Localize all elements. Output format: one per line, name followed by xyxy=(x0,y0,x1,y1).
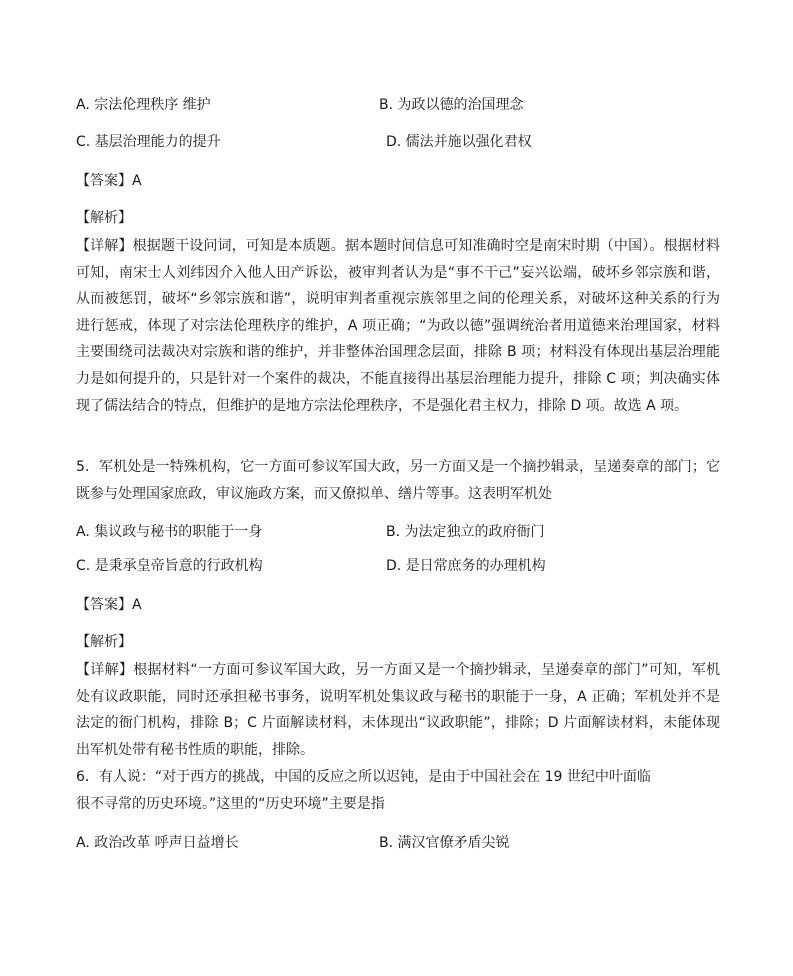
q5-answer: 【答案】A xyxy=(76,597,142,613)
q5-analysis-heading: 【解析】 xyxy=(76,634,132,650)
q5-stem: 5．军机处是一特殊机构，它一方面可参议军国大政，另一方面又是一个摘抄辑录，呈递奏章的部门；它既参与处理国家庶政，审议施政方案，而又僚拟单、缮片等事。这表明军机处 xyxy=(76,459,720,502)
q5-option-c: C. 是秉承皇帝旨意的行政机构 xyxy=(76,558,263,574)
q6-stem-line2: 很不寻常的历史环境。”这里的“历史环境”主要是指 xyxy=(76,796,385,812)
q4-option-d: D. 儒法并施以强化君权 xyxy=(386,134,532,150)
q6-stem-line1: 6．有人说：“对于西方的挑战，中国的反应之所以迟钝，是由于中国社会在 19 世纪中叶面临 xyxy=(76,769,651,785)
q5-option-a: A. 集议政与秘书的职能于一身 xyxy=(76,524,263,540)
q4-detail: 【详解】根据题干设问词，可知是本质题。据本题时间信息可知准确时空是南宋时期（中国）。根据材料可知，南宋士人刘纬因介入他人田产诉讼，被审判者认为是“事不干己”妄兴讼端，破坏乡邻宗族和谐，从而被惩罚，破坏“乡邻宗族和谐”，说明审判者重视宗族邻里之间的伦理关系，对破坏这种关系的行为进行惩戒，体现了对宗法伦理秩序的维护，A 项正确；“为政以德”强调统治者用道德来治理国家，材料主要围绕司法裁决对宗族和谐的维护，并非整体治国理念层面，排除 B 项；材料没有体现出基层治理能力是如何提升的，只是针对一个案件的裁决，不能直接得出基层治理能力提升，排除 C 项；判决确实体现了儒法结合的特点，但维护的是地方宗法伦理秩序，不是强化君主权力，排除 D 项。故选 A 项。 xyxy=(76,238,720,414)
q4-answer: 【答案】A xyxy=(76,173,142,189)
q4-analysis-heading: 【解析】 xyxy=(76,210,132,226)
q6-option-a: A. 政治改革 呼声日益增长 xyxy=(76,835,239,851)
q6-option-b: B. 满汉官僚矛盾尖锐 xyxy=(379,835,510,851)
q5-option-b: B. 为法定独立的政府衙门 xyxy=(386,524,545,540)
q5-detail: 【详解】根据材料“一方面可参议军国大政，另一方面又是一个摘抄辑录，呈递奏章的部门”可知，军机处有议政职能，同时还承担秘书事务，说明军机处集议政与秘书的职能于一身，A 正确；军机处并不是法定的衙门机构，排除 B；C 片面解读材料，未体现出“议政职能”，排除；D 片面解读材料，未能体现出军机处带有秘书性质的职能，排除。 xyxy=(76,662,720,758)
q5-option-d: D. 是日常庶务的办理机构 xyxy=(386,558,546,574)
q4-option-c: C. 基层治理能力的提升 xyxy=(76,134,221,150)
q4-option-b: B. 为政以德的治国理念 xyxy=(379,97,524,113)
q4-option-a: A. 宗法伦理秩序 维护 xyxy=(76,97,211,113)
